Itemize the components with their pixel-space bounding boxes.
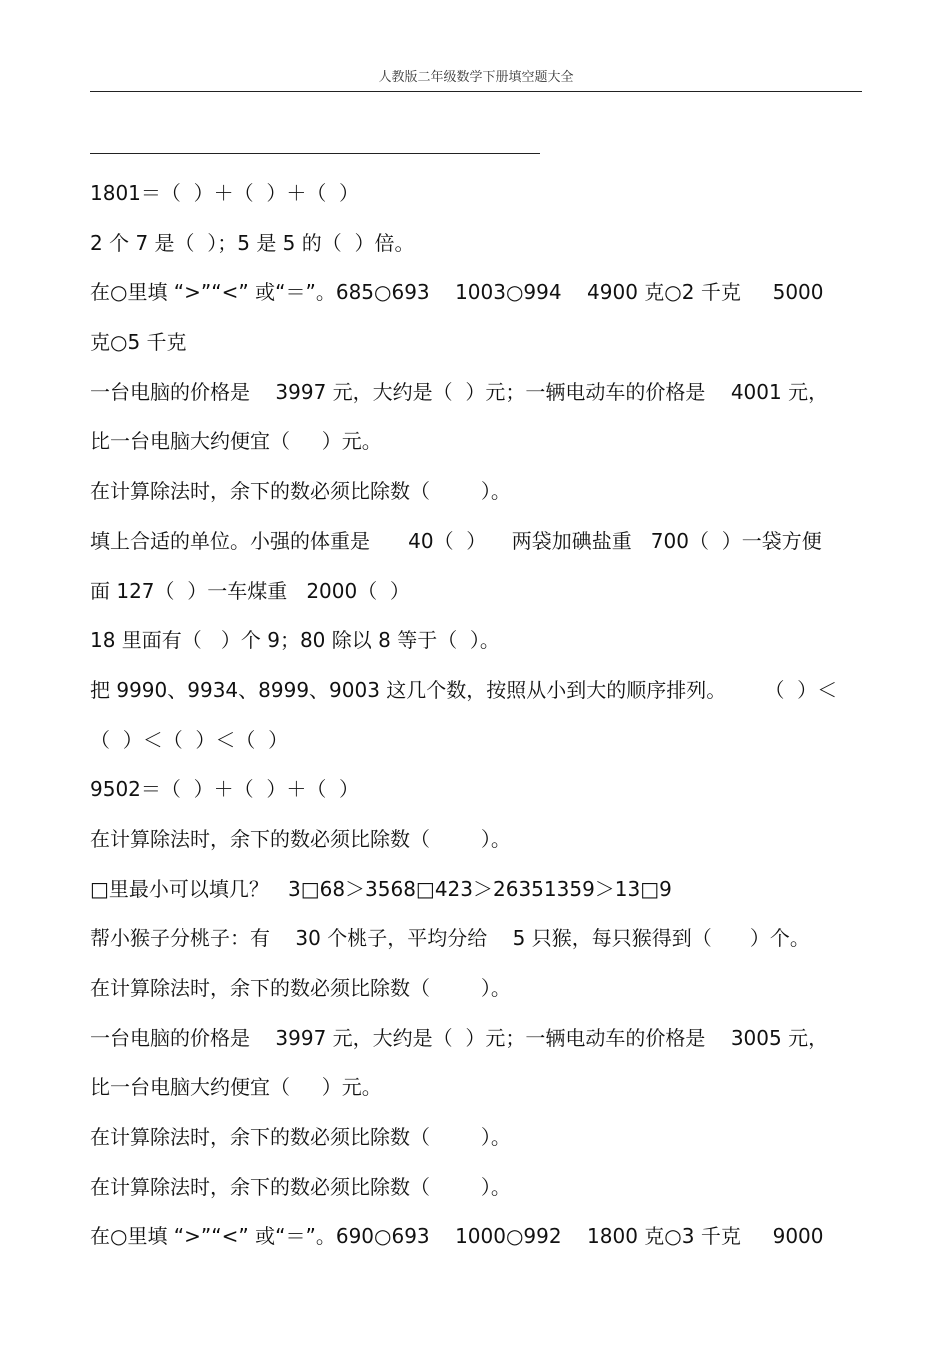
- question-line: 一台电脑的价格是 3997 元，大约是（ ）元；一辆电动车的价格是 4001 元，: [90, 379, 829, 404]
- question-line: 一台电脑的价格是 3997 元，大约是（ ）元；一辆电动车的价格是 3005 元，: [90, 1025, 829, 1050]
- question-line: 克○5 千克: [90, 330, 187, 355]
- question-line: 18 里面有（ ）个 9；80 除以 8 等于（ ）。: [90, 628, 500, 653]
- question-line: 填上合适的单位。小强的体重是 40（ ） 两袋加碘盐重 700（ ）一袋方便: [90, 528, 822, 553]
- question-line: 在计算除法时，余下的数必须比除数（ ）。: [90, 1125, 511, 1150]
- question-line: 9502＝（ ）＋（ ）＋（ ）: [90, 777, 360, 802]
- header-divider: [90, 91, 862, 92]
- question-line: 帮小猴子分桃子：有 30 个桃子，平均分给 5 只猴，每只猴得到（ ）个。: [90, 926, 810, 951]
- question-line: □里最小可以填几？ 3□68＞3568□423＞26351359＞13□9: [90, 876, 672, 901]
- question-line: （ ）＜（ ）＜（ ）: [90, 727, 289, 752]
- question-line: 比一台电脑大约便宜（ ）元。: [90, 1075, 382, 1100]
- blank-answer-line: [90, 153, 540, 154]
- question-list: [90, 178, 862, 1271]
- page-header: 人教版二年级数学下册填空题大全: [378, 70, 574, 85]
- question-line: 在计算除法时，余下的数必须比除数（ ）。: [90, 1174, 511, 1199]
- question-line: 把 9990、9934、8999、9003 这几个数，按照从小到大的顺序排列。 （ ）＜: [90, 677, 838, 702]
- question-line: 在计算除法时，余下的数必须比除数（ ）。: [90, 976, 511, 1000]
- question-line: 在○里填 “>”“<” 或“＝”。685○693 1003○994 4900 克○2 千克 5000: [90, 280, 824, 305]
- question-line: 在○里填 “>”“<” 或“＝”。690○693 1000○992 1800 克○3 千克 9000: [90, 1224, 824, 1249]
- question-line: 1801＝（ ）＋（ ）＋（ ）: [90, 181, 360, 205]
- question-line: 面 127（ ）一车煤重 2000（ ）: [90, 578, 410, 603]
- question-line: 2 个 7 是（ ）；5 是 5 的（ ）倍。: [90, 230, 415, 255]
- question-line: 在计算除法时，余下的数必须比除数（ ）。: [90, 826, 511, 851]
- question-line: 在计算除法时，余下的数必须比除数（ ）。: [90, 479, 511, 504]
- question-line: 比一台电脑大约便宜（ ）元。: [90, 429, 382, 454]
